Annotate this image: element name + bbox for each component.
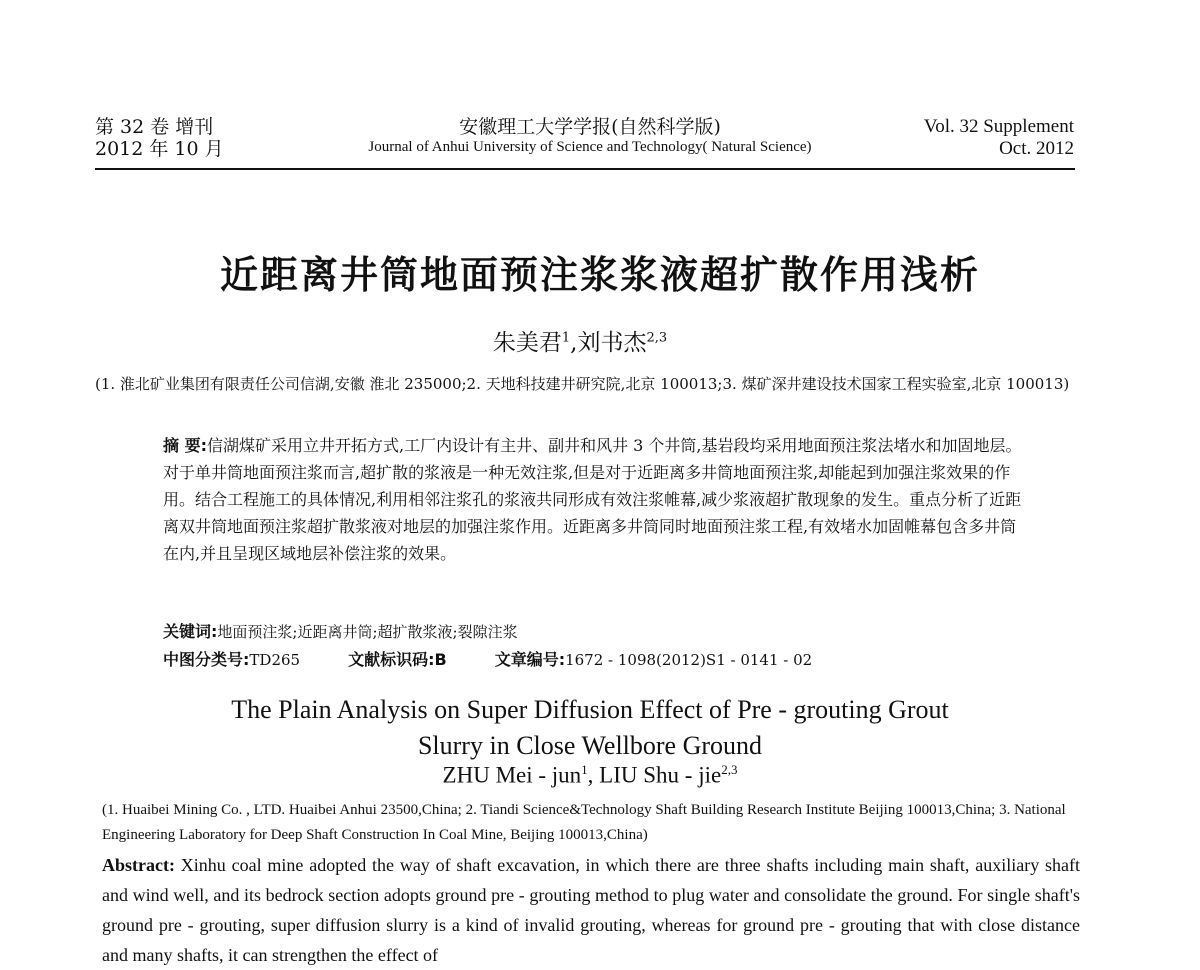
abstract-label-en: Abstract: — [102, 855, 175, 875]
author-2: 刘书杰 — [577, 330, 647, 356]
author-separator: , — [570, 330, 578, 356]
clc-value: TD265 — [249, 651, 301, 669]
journal-name-cn: 安徽理工大学学报(自然科学版) — [459, 116, 721, 138]
doc-code-label: 文献标识码: — [348, 650, 435, 669]
issue-info-cn — [95, 116, 224, 160]
author-separator-en: , — [587, 762, 600, 788]
paper-title-en — [0, 692, 1180, 764]
volume-line: 第 32 卷 增刊 — [95, 116, 214, 138]
paper-title-en-line1: The Plain Analysis on Super Diffusion Effect of Pre - grouting Grout — [231, 695, 949, 724]
author-2-affil: 2,3 — [646, 330, 668, 346]
paper-title-cn: 近距离井筒地面预注浆浆液超扩散作用浅析 — [219, 253, 980, 297]
header-rule — [95, 168, 1075, 170]
keywords-cn — [163, 620, 1023, 644]
abstract-text-en: Xinhu coal mine adopted the way of shaft excavation, in which there are three shafts including main shaft, auxiliary shaft and wind well, and its bedrock section adopts ground pre - grouting method to plug water and consolidate the ground. For single shaft's ground pre - grouting, super diffusion slurry is a kind of invalid grouting, whereas for ground pre - grouting that with close distance and many shafts, it can strengthen the effect of — [102, 855, 1080, 965]
author-1: 朱美君 — [492, 330, 562, 356]
abstract-text-cn: 信湖煤矿采用立井开拓方式,工厂内设计有主井、副井和风井 3 个井筒,基岩段均采用地面预注浆法堵水和加固地层。对于单井筒地面预注浆而言,超扩散的浆液是一种无效注浆,但是对于近距离多井筒地面预注浆,却能起到加强注浆效果的作用。结合工程施工的具体情况,利用相邻注浆孔的浆液共同形成有效注浆帷幕,减少浆液超扩散现象的发生。重点分析了近距离双井筒地面预注浆超扩散浆液对地层的加强注浆作用。近距离多井筒同时地面预注浆工程,有效堵水加固帷幕包含多井筒在内,并且呈现区域地层补偿注浆的效果。 — [163, 436, 1022, 563]
journal-name-en: Journal of Anhui University of Science and Technology( Natural Science) — [368, 139, 812, 155]
clc-label: 中图分类号: — [163, 650, 250, 669]
doc-code-value: B — [434, 650, 447, 669]
issue-info-en — [924, 116, 1074, 160]
article-no-value: 1672 - 1098(2012)S1 - 0141 - 02 — [565, 651, 813, 669]
author-1-en: ZHU Mei - jun — [442, 762, 582, 788]
article-no-label: 文章编号: — [494, 650, 566, 669]
authors-cn — [0, 324, 1160, 357]
author-1-en-affil: 1 — [581, 762, 588, 777]
author-2-en: LIU Shu - jie — [599, 762, 722, 788]
date-line: 2012 年 10 月 — [95, 138, 224, 160]
volume-line-en: Vol. 32 Supplement — [923, 116, 1074, 137]
abstract-cn — [163, 432, 1023, 567]
author-2-en-affil: 2,3 — [721, 762, 738, 777]
authors-en — [0, 762, 1180, 789]
author-1-affil: 1 — [561, 330, 571, 346]
date-line-en: Oct. 2012 — [999, 138, 1074, 159]
affiliation-en: (1. Huaibei Mining Co. , LTD. Huaibei Anhui 23500,China; 2. Tiandi Science&Technology Shaft Building Research Institute Beijing 100013,China; 3. National Engineering Laboratory for Deep Shaft Construction In Coal Mine, Beijing 100013,China) — [102, 802, 1066, 843]
affiliation-cn: (1. 淮北矿业集团有限责任公司信湖,安徽 淮北 235000;2. 天地科技建井研究院,北京 100013;3. 煤矿深井建设技术国家工程实验室,北京 100013) — [95, 375, 1070, 393]
abstract-en — [102, 850, 1080, 970]
abstract-label-cn: 摘 要: — [163, 436, 207, 455]
keywords-text: 地面预注浆;近距离井筒;超扩散浆液;裂隙注浆 — [217, 623, 518, 641]
keywords-label: 关键词: — [163, 622, 218, 641]
paper-title-en-line2: Slurry in Close Wellbore Ground — [417, 731, 763, 760]
classification-line — [163, 648, 1023, 672]
journal-name — [310, 116, 870, 157]
